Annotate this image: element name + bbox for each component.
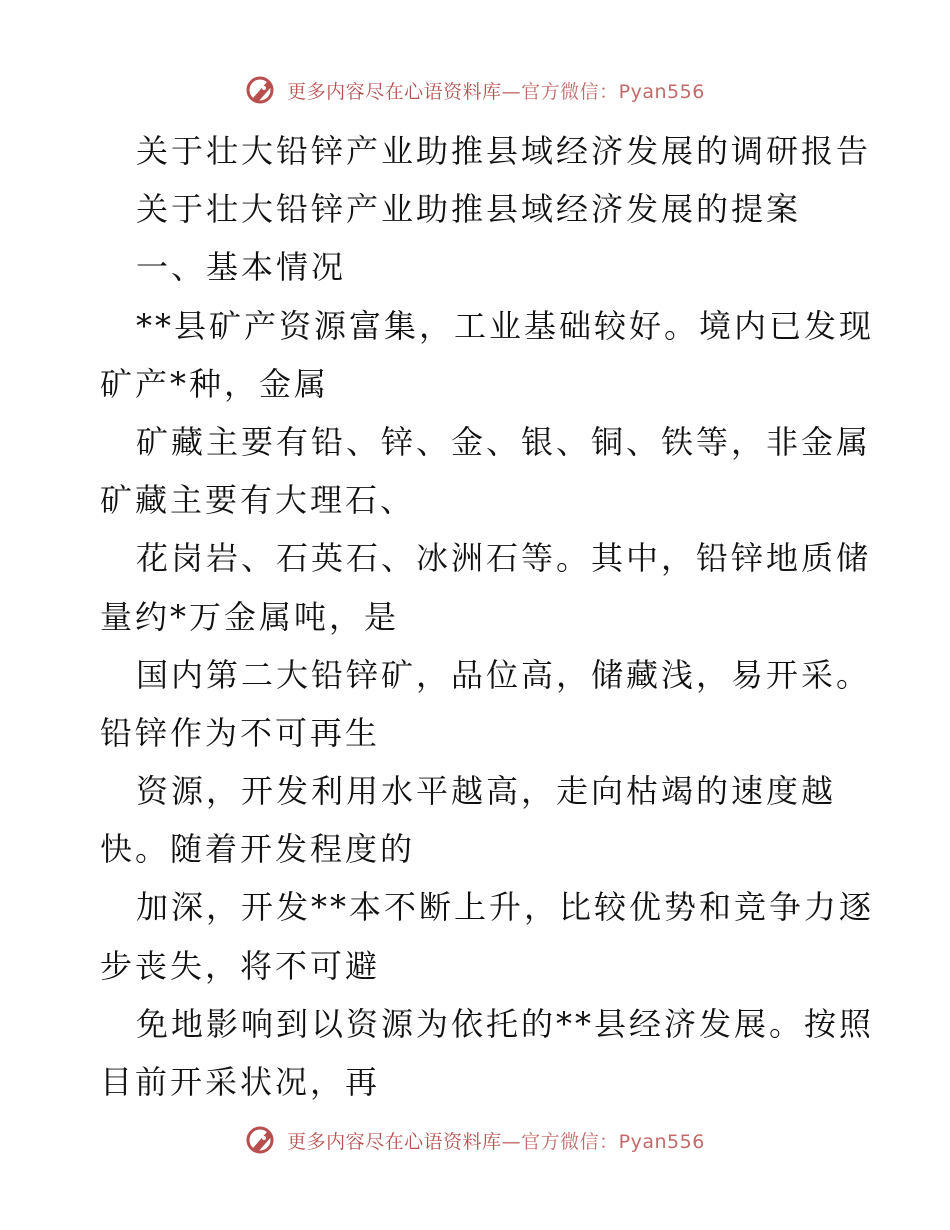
document-line: 加深，开发**本不断上升，比较优势和竞争力逐 [136, 888, 875, 927]
footer-banner [0, 1118, 950, 1162]
pen-nib-logo-icon [245, 73, 279, 107]
document-line: 国内第二大铅锌矿，品位高，储藏浅，易开采。 [136, 655, 872, 694]
document-line: 矿藏主要有铅、锌、金、银、铜、铁等，非金属 [136, 422, 872, 461]
header-banner-main: 更多内容尽在心语资料库 [287, 80, 502, 103]
document-line: 铅锌作为不可再生 [100, 713, 381, 752]
document-body [100, 122, 875, 1111]
header-banner-text [287, 77, 705, 104]
document-line: 目前开采状况，再 [100, 1063, 381, 1101]
document-line: **县矿产资源富集，工业基础较好。境内已发现 [136, 306, 875, 345]
header-banner-tail: —官方微信：Pyan556 [501, 80, 705, 103]
document-line: 免地影响到以资源为依托的**县经济发展。按照 [136, 1004, 875, 1043]
document-line: 花岗岩、石英石、冰洲石等。其中，铅锌地质储 [136, 539, 872, 578]
document-line: 步丧失，将不可避 [100, 946, 381, 985]
footer-banner-text [287, 1127, 705, 1154]
document-line: 关于壮大铅锌产业助推县域经济发展的调研报告 [136, 132, 872, 170]
document-line: 资源，开发利用水平越高，走向枯竭的速度越 [136, 772, 837, 811]
document-line: 快。随着开发程度的 [100, 830, 416, 869]
header-banner [0, 68, 950, 112]
document-line: 矿产*种，金属 [100, 364, 330, 403]
document-line: 一、基本情况 [136, 248, 347, 287]
document-line: 关于壮大铅锌产业助推县域经济发展的提案 [136, 190, 802, 229]
document-line: 矿藏主要有大理石、 [100, 481, 416, 520]
footer-banner-main: 更多内容尽在心语资料库 [287, 1130, 502, 1153]
document-line: 量约*万金属吨，是 [100, 597, 400, 636]
pen-nib-logo-icon [245, 1123, 279, 1157]
footer-banner-tail: —官方微信：Pyan556 [501, 1130, 705, 1153]
